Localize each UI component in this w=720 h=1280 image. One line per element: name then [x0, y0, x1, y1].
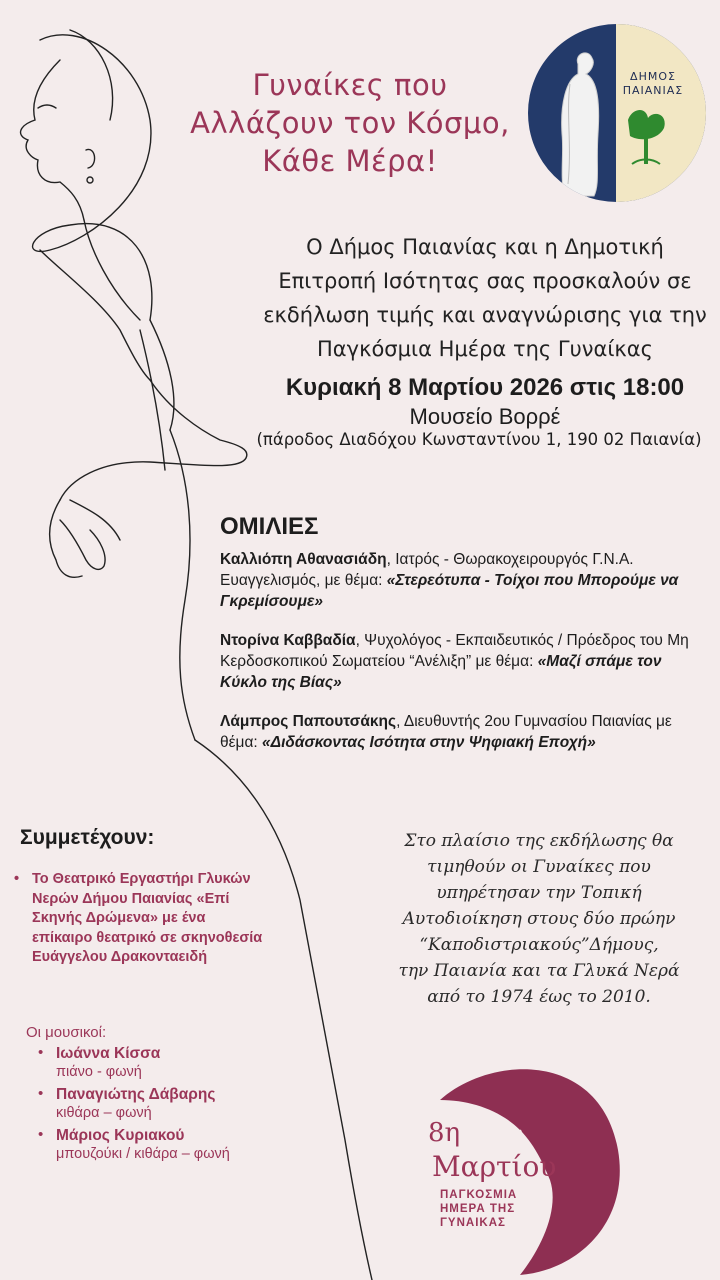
musicians-list — [38, 1044, 318, 1167]
note-line-7: από το 1974 έως το 2010. — [427, 987, 651, 1007]
note-line-1: Στο πλαίσιο της εκδήλωσης θα — [404, 831, 674, 851]
bullet: • — [38, 1085, 44, 1102]
title-line-2: Αλλάζουν τον Κόσμο, — [190, 106, 510, 140]
musician-name: Μάριος Κυριακού — [56, 1127, 185, 1144]
badge-line-3: ΓΥΝΑΙΚΑΣ — [440, 1217, 506, 1229]
speaker-topic: «Μαζί σπάμε τον Κύκλο της Βίας» — [220, 653, 662, 691]
event-venue: Μουσείο Βορρέ — [409, 404, 561, 429]
leaf-emblem-icon — [528, 24, 706, 202]
speaker-name: Λάμπρος Παπουτσάκης — [220, 713, 397, 730]
bullet: • — [38, 1044, 44, 1061]
speaker-entry — [220, 630, 690, 693]
event-address: (πάροδος Διαδόχου Κωνσταντίνου 1, 190 02 Παιανία) — [256, 430, 702, 449]
troupe-text: Το Θεατρικό Εργαστήρι Γλυκών Νερών Δήμου Παιανίας «Επί Σκηνής Δρώμενα» με ένα επίκαιρο θεατρικό σε σκηνοθεσία Ευάγγελου Δρακονταειδή — [32, 871, 263, 965]
musician-name: Ιωάννα Κίσσα — [56, 1045, 161, 1062]
musician-name: Παναγιώτης Δάβαρης — [56, 1086, 216, 1103]
musician-role: πιάνο - φωνή — [56, 1064, 142, 1080]
logo-line-1: ΔΗΜΟΣ — [630, 70, 676, 83]
logo-line-2: ΠΑΙΑΝΙΑΣ — [622, 84, 684, 97]
intro-line-4: Παγκόσμια Ημέρα της Γυναίκας — [317, 337, 653, 361]
speaker-topic: «Στερεότυπα - Τοίχοι που Μπορούμε να Γκρεμίσουμε» — [220, 572, 679, 610]
musician-item — [38, 1126, 318, 1164]
speaker-name: Καλλιόπη Αθανασιάδη — [220, 551, 387, 568]
intro-line-3: εκδήλωση τιμής και αναγνώρισης για την — [263, 303, 707, 327]
note-line-4: Αυτοδιοίκηση στους δύο πρώην — [402, 909, 676, 929]
speaker-role: , Ψυχολόγος - Εκπαιδευτικός / Πρόεδρος του Μη Κερδοσκοπικού Σωματείου “Ανέλιξη” με θέμα: — [220, 632, 689, 670]
badge-day: 8η — [428, 1118, 461, 1148]
note-line-6: την Παιανία και τα Γλυκά Νερά — [398, 961, 680, 981]
musician-role: κιθάρα – φωνή — [56, 1105, 152, 1121]
note-line-3: υπηρέτησαν την Τοπική — [436, 883, 642, 903]
intro-line-1: Ο Δήμος Παιανίας και η Δημοτική — [306, 235, 664, 259]
speaker-role: , Ιατρός - Θωρακοχειρουργός Γ.Ν.Α. Ευαγγελισμός, με θέμα: — [220, 551, 634, 589]
speaker-role: , Διευθυντής 2ου Γυμνασίου Παιανίας με θέμα: — [220, 713, 672, 751]
participants-heading: Συμμετέχουν: — [20, 826, 155, 849]
bullet: • — [38, 1126, 44, 1143]
troupe-entry — [14, 870, 264, 968]
speeches-heading: ΟΜΙΛΙΕΣ — [220, 513, 319, 540]
badge-subtitle — [440, 1188, 560, 1230]
badge-line-2: ΗΜΕΡΑ ΤΗΣ — [440, 1203, 516, 1215]
title-line-3: Κάθε Μέρα! — [262, 144, 438, 178]
musician-item — [38, 1085, 318, 1123]
note-line-2: τιμηθούν οι Γυναίκες που — [427, 857, 651, 877]
event-date: Κυριακή 8 Μαρτίου 2026 στις 18:00 — [285, 374, 685, 401]
note-line-5: “Καποδιστριακούς”Δήμους, — [419, 935, 659, 955]
speaker-entry — [220, 549, 690, 612]
speaker-entry — [220, 711, 690, 753]
badge-line-1: ΠΑΓΚΟΣΜΙΑ — [440, 1189, 518, 1201]
speaker-name: Ντορίνα Καββαδία — [220, 632, 356, 649]
bullet: • — [14, 871, 20, 887]
speaker-topic: «Διδάσκοντας Ισότητα στην Ψηφιακή Εποχή» — [262, 734, 596, 751]
municipality-logo — [528, 24, 706, 202]
invitation-text — [258, 230, 712, 366]
musicians-heading: Οι μουσικοί: — [26, 1024, 107, 1041]
intro-line-2: Επιτροπή Ισότητας σας προσκαλούν σε — [278, 269, 692, 293]
musician-role: μπουζούκι / κιθάρα – φωνή — [56, 1146, 230, 1162]
honour-note — [380, 828, 698, 1010]
musician-item — [38, 1044, 318, 1082]
page-title — [170, 66, 530, 180]
badge-month: Μαρτίου — [432, 1150, 557, 1183]
title-line-1: Γυναίκες που — [252, 68, 448, 102]
